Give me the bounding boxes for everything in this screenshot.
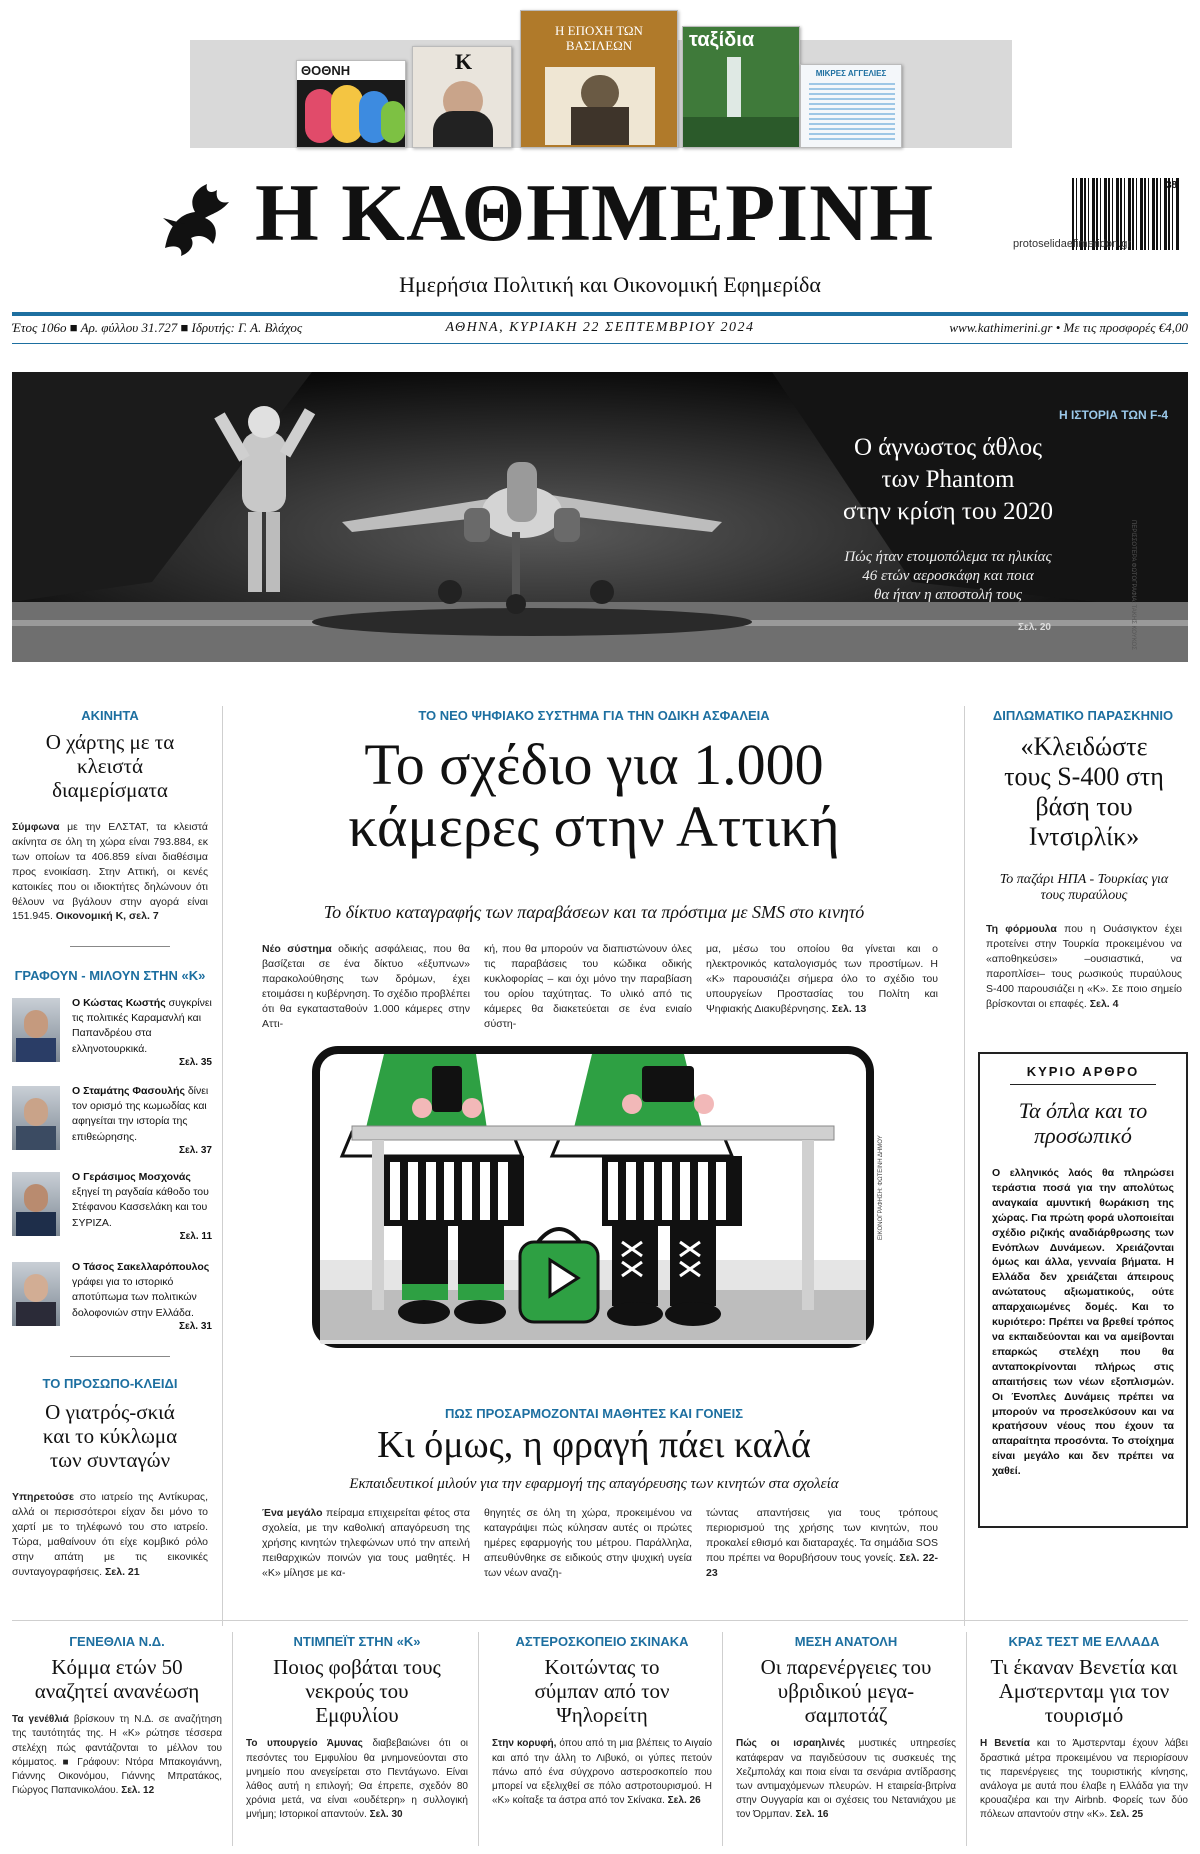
story-body	[12, 1490, 208, 1579]
story-page-ref: Σελ. 16	[795, 1809, 829, 1821]
bottom-story-4[interactable]	[736, 1620, 956, 1850]
story-body	[492, 1737, 712, 1808]
story-body-col-3	[706, 1506, 938, 1581]
contributor-page-ref: Σελ. 31	[179, 1321, 212, 1332]
hero-deck	[758, 548, 1138, 605]
supplement-cover-vasileon[interactable]	[520, 10, 678, 148]
contributor-blurb: συγκρίνει τις πολιτικές Καραμανλή και Παπανδρέου στα ελληνοτουρκικά.	[72, 997, 212, 1055]
story-page-ref[interactable]: Σελ. 13	[831, 1002, 867, 1015]
griffin-logo-icon	[155, 178, 235, 260]
story-kicker: ΝΤΙΜΠΕΪΤ ΣΤΗΝ «Κ»	[293, 1634, 421, 1649]
contributor-name: Ο Γεράσιμος Μοσχονάς	[72, 1171, 191, 1183]
story-text: μα, μέσω του οποίου θα γίνεται και ο ηλεκτρονικός καταλογισμός των προστίμων. Η «Κ» παρουσιάζει σήμερα όλο το σχέδιο του υπουργείων Προστασίας του Πολίτη και Ψηφιακής Διακυβέρνησης.	[706, 943, 938, 1015]
contributor-blurb: γράφει για το ιστορικό αποτύπωμα των πολιτικών δολοφονιών στην Ελλάδα.	[72, 1276, 197, 1319]
bottom-story-1[interactable]	[12, 1620, 222, 1850]
lead-body-col-2: κή, που θα μπορούν να διαπιστώνουν όλες τις παραβάσεις του κώδικα οδικής κυκλοφορίας – και όχι μόνο την παραβίαση του ορίου ταχύτητας. Το υλικό από τις κάμερες θα διακετεύεται σε ένα ενιαίο σύστη-	[484, 943, 692, 1030]
dateline-rule	[12, 343, 1188, 344]
story-lead: Τα γενέθλιά	[12, 1714, 69, 1726]
lead-headline-line: κάμερες στην Αττική	[348, 794, 840, 859]
story-text: οδικής ασφάλειας, που θα βασίζεται σε ένα δίκτυο «έξυπνων» παρακολούθησης των δρόμων, έχει ετοιμάσει η κυβέρνηση. Το σχέδιο προβλέπει ότι θα εγκατασταθούν 1.000 κάμερες στην Αττι-	[262, 943, 471, 1030]
contributor-page-ref: Σελ. 35	[179, 1057, 212, 1068]
story-deck: Το παζάρι ΗΠΑ - Τουρκίας για τους πυραύλους	[999, 872, 1169, 903]
story-body	[12, 820, 208, 924]
supplement-label: K	[455, 49, 473, 74]
story-lead: Τη φόρμουλα	[986, 923, 1057, 935]
story-page-ref[interactable]: Οικονομική Κ, σελ. 7	[55, 910, 159, 923]
contributor-name: Ο Σταμάτης Φασουλής	[72, 1085, 185, 1097]
story-body	[736, 1737, 956, 1822]
story-headline: Ποιος φοβάται τους νεκρούς του Εμφυλίου	[273, 1655, 441, 1728]
story-page-ref[interactable]: Σελ. 4	[1089, 997, 1119, 1010]
story-page-ref: Σελ. 12	[121, 1785, 155, 1797]
story-kicker: ΜΕΣΗ ΑΝΑΤΟΛΗ	[794, 1634, 898, 1649]
column-rule	[966, 1632, 967, 1846]
lead-kicker: ΤΟ ΝΕΟ ΨΗΦΙΑΚΟ ΣΥΣΤΗΜΑ ΓΙΑ ΤΗΝ ΟΔΙΚΗ ΑΣΦΑΛΕΙΑ	[418, 708, 770, 723]
supplement-cover-k[interactable]	[412, 46, 512, 148]
hero-headline	[758, 432, 1138, 528]
contributor-text	[72, 1084, 220, 1145]
story-body-col-1	[262, 1506, 470, 1581]
section-rule	[70, 1356, 170, 1357]
contributor-photo	[12, 998, 60, 1062]
hero-photo-credit: ΠΕΡΙΣΣΟΤΕΡΑ ΦΩΤΟΓΡΑΦΙΑ: ΤΑΚΗΣ ΚΟΥΚΟΣ	[1130, 520, 1136, 650]
story-lead: Στην κορυφή,	[492, 1738, 557, 1750]
editorial-kicker: ΚΥΡΙΟ ΑΡΘΡΟ	[1026, 1064, 1140, 1079]
story-kicker: ΑΣΤΕΡΟΣΚΟΠΕΙΟ ΣΚΙΝΑΚΑ	[515, 1634, 689, 1649]
story-kicker: ΔΙΠΛΩΜΑΤΙΚΟ ΠΑΡΑΣΚΗΝΙΟ	[992, 708, 1174, 723]
column-rule	[478, 1632, 479, 1846]
story-headline[interactable]: Ο γιατρός-σκιά και το κύκλωμα των συνταγών	[42, 1400, 178, 1473]
story-text: βρίσκουν τη Ν.Δ. σε αναζήτηση της ταυτότητάς της. Η «Κ» ρώτησε τέσσερα στελέχη πώς φαντάζονται το μέλλον του κόμματος. ■ Γράφουν: Ντόρα Μπακογιάννη, Γιάννης Οικονόμου, Γιάννης Μπρατάκος, Γιώργος Παπανικολάου.	[12, 1714, 222, 1797]
contributor-text	[72, 996, 220, 1057]
story-text: μυστικές υπηρεσίες κατάφεραν να παγιδεύσουν τις συσκευές της Χεζμπολάχ και ποια είναι τα σενάρια αντίδρασης των αντιμαχόμενων πλευρών. Η εταιρεία-βιτρίνα στην Ουγγαρία και οι σχέσεις του Νετανιάχου με τον Όρμπαν.	[736, 1738, 956, 1821]
hero-deck-line: θα ήταν η αποστολή τους	[874, 587, 1022, 603]
story-kicker: ΠΩΣ ΠΡΟΣΑΡΜΟΖΟΝΤΑΙ ΜΑΘΗΤΕΣ ΚΑΙ ΓΟΝΕΙΣ	[444, 1406, 744, 1421]
supplement-cover-taxidia[interactable]	[682, 26, 800, 148]
bottom-story-3[interactable]	[492, 1620, 712, 1850]
hero-page-ref: Σελ. 20	[1018, 622, 1051, 633]
column-rule	[964, 706, 965, 1626]
hero-headline-line: Ο άγνωστος άθλος	[854, 434, 1042, 461]
lead-headline-line: Το σχέδιο για 1.000	[364, 732, 824, 797]
dateline-right: www.kathimerini.gr • Με τις προσφορές €4,00	[949, 320, 1188, 335]
lead-deck: Το δίκτυο καταγραφής των παραβάσεων και τα πρόστιμα με SMS στο κινητό	[323, 902, 865, 922]
story-lead: Σύμφωνα	[12, 821, 60, 833]
story-kicker: ΓΕΝΕΘΛΙΑ Ν.Δ.	[69, 1634, 165, 1649]
contributor-text	[72, 1170, 220, 1231]
lead-body-col-1	[262, 942, 470, 1031]
contributor-item[interactable]	[12, 1084, 212, 1158]
contributor-blurb: δίνει τον ορισμό της κωμωδίας και αφηγείται την ιστορία της επιθεώρησης.	[72, 1085, 209, 1143]
story-kicker: ΤΟ ΠΡΟΣΩΠΟ-ΚΛΕΙΔΙ	[42, 1376, 178, 1391]
contributor-name: Ο Κώστας Κωστής	[72, 997, 166, 1009]
story-text: τώντας απαντήσεις για τους τρόπους περιορισμού της χρήσης των κινητών, που προκαλεί εθισμό και διαταραχές. Τα σημάδια SOS που πρέπει να θορυβήσουν τους γονείς.	[706, 1507, 938, 1564]
section-kicker: ΓΡΑΦΟΥΝ - ΜΙΛΟΥΝ ΣΤΗΝ «Κ»	[14, 968, 206, 983]
column-rule	[232, 1632, 233, 1846]
students-phones-graphic	[312, 1046, 874, 1348]
story-kicker: ΑΚΙΝΗΤΑ	[81, 708, 139, 723]
illustration-credit: ΕΙΚΟΝΟΓΡΑΦΗΣΗ: ΦΩΤΕΙΝΗ ΔΗΜΟΥ	[878, 1135, 884, 1240]
story-headline[interactable]: Κι όμως, η φραγή πάει καλά	[377, 1424, 811, 1466]
contributor-name: Ο Τάσος Σακελλαρόπουλος	[72, 1261, 210, 1273]
story-body	[980, 1737, 1188, 1822]
hero-headline-line: στην κρίση του 2020	[843, 498, 1053, 525]
supplement-label: ταξίδια	[689, 29, 755, 51]
story-deck: Εκπαιδευτικοί μιλούν για την εφαρμογή της απαγόρευσης των κινητών στα σχολεία	[349, 1476, 839, 1492]
hero-deck-line: Πώς ήταν ετοιμοπόλεμα τα ηλικίας	[844, 549, 1052, 565]
phones-illustration[interactable]	[312, 1046, 874, 1348]
masthead-subtitle: Ημερήσια Πολιτική και Οικονομική Εφημερίδα	[399, 272, 821, 297]
story-page-ref[interactable]: Σελ. 21	[104, 1565, 140, 1578]
story-text: με την ΕΛΣΤΑΤ, τα κλειστά ακίνητα σε όλη τη χώρα είναι 793.884, εκ των οποίων τα 406.859 είναι διαθέσιμα προς ενοικίαση. Στην Αττική, οι κενές κατοικίες που οι ιδιοκτήτες δηλώνουν ότι θέλουν να βγάλουν στην αγορά είναι 151.945.	[12, 821, 208, 923]
story-text: πείραμα επιχειρείται φέτος στα σχολεία, με την καθολική απαγόρευση της χρήσης κινητών τηλεφώνων υπό την απειλή πειθαρχικών ποινών για τους μαθητές. Η «Κ» μίλησε με κα-	[262, 1507, 470, 1579]
story-lead: Πώς οι ισραηλινές	[736, 1738, 845, 1750]
contributor-photo	[12, 1262, 60, 1326]
story-body	[986, 922, 1182, 1011]
hero-deck-line: 46 ετών αεροσκάφη και ποια	[862, 568, 1034, 584]
watermark: protoselidaefimeridon.gr	[1013, 238, 1132, 250]
contributor-item[interactable]	[12, 996, 212, 1070]
story-text: διαβεβαιώνει ότι οι πεσόντες του Εμφυλίου θα μνημονεύονται στο μνημείο που ανεγείρεται στο Πεντάγωνο. Είναι λάθος αυτή η επιλογή; Θα έπρεπε, σχεδόν 80 χρόνια μετά, να είναι «ουδέτερη» η συλλογική μνήμη; Ιστορικοί απαντούν.	[246, 1738, 468, 1821]
masthead-title: Η ΚΑΘΗΜΕΡΙΝΗ	[255, 167, 935, 258]
story-text: και το Άμστερνταμ έχουν λάβει δραστικά μέτρα προκειμένου να περιορίσουν τις παρενέργειες της τουριστικής κίνησης, ανάλογα με αυτά που έλαβε η Ελλάδα για την κρουαζιέρα και την Airbnb. Φορείς των δύο πόλεων απαντούν στην «Κ».	[980, 1738, 1188, 1821]
contributor-item[interactable]	[12, 1260, 212, 1334]
story-text: όπου από τη μια βλέπεις το Αιγαίο και από την άλλη το Λιβυκό, οι γύπες πετούν πάνω από ένα σύγχρονο αστεροσκοπείο που μπορεί να εξελιχθεί σε πόλο αστροτουρισμού. Η «Κ» κοίταξε τα άστρα από τον Σκίνακα.	[492, 1738, 713, 1807]
supplement-label: ΜΙΚΡΕΣ ΑΓΓΕΛΙΕΣ	[815, 69, 887, 78]
contributor-blurb: εξηγεί τη ραγδαία κάθοδο του Στέφανου Κασσελάκη και του ΣΥΡΙΖΑ.	[72, 1186, 209, 1229]
column-rule	[722, 1632, 723, 1846]
hero-headline-line: των Phantom	[881, 466, 1015, 493]
story-text: στο ιατρείο της Αντίκυρας, αλλά οι περισσότεροι είχαν δει μόνο το χαρτί με το τηλέφωνό του στο ιατρείο. Τώρα, μαθαίνουν ότι είχε κομβικό ρόλο στην απάτη με τις εικονικές συνταγογραφήσεις.	[12, 1491, 208, 1578]
story-headline[interactable]: Ο χάρτης με τα κλειστά διαμερίσματα	[45, 730, 175, 803]
contributor-item[interactable]	[12, 1170, 212, 1244]
column-rule	[222, 706, 223, 1626]
story-headline: Τι έκαναν Βενετία και Αμστερνταμ για τον τουρισμό	[990, 1655, 1178, 1728]
editorial-rule	[1010, 1084, 1156, 1085]
bottom-story-5[interactable]	[980, 1620, 1188, 1850]
dateline-left: Έτος 106ο ■ Αρ. φύλλου 31.727 ■ Ιδρυτής: Γ. Α. Βλάχος	[12, 320, 303, 335]
section-rule	[70, 946, 170, 947]
story-lead: Νέο σύστημα	[262, 943, 332, 955]
contributor-page-ref: Σελ. 11	[179, 1231, 212, 1242]
story-page-ref[interactable]: Σελ. 22-23	[706, 1551, 938, 1579]
story-body	[246, 1737, 468, 1822]
supplement-label: Η ΕΠΟΧΗ ΤΩΝ ΒΑΣΙΛΕΩΝ	[555, 23, 643, 53]
editorial-body: Ο ελληνικός λαός θα πληρώσει τεράστια ποσά για την απολύτως αναγκαία αμυντική θωράκιση της χώρας. Για πρώτη φορά υλοποιείται σχέδιο ριζικής αναδιάρθρωσης των Ενόπλων Δυνάμεων. Χρειάζονται όμως και άλλα, γενναία βήματα. Η Ελλάδα δεν χρειάζεται άπειρους ανώτατους αξιωματικούς, ούτε απαρχαιωμένες δομές. Και το κυριότερο: Πρέπει να βρεθεί τρόπος να εκπαιδεύονται και να αμείβονται επαρκώς στελέχη που θα ανταποκρίνονται πλήρως στις απαιτήσεις των νέων εξοπλισμών. Οι Ένοπλες Δυνάμεις πρέπει να μπορούν να προσελκύσουν και να κρατήσουν νέους που έχουν τα απαραίτητα προσόντα. Το στοίχημα είναι μεγάλο και δεν πρέπει να χαθεί.	[992, 1167, 1174, 1478]
dateline-rule	[12, 312, 1188, 316]
story-text: που η Ουάσιγκτον έχει προτείνει στην Τουρκία προκειμένου να «αποθηκεύσει» –ουσιαστικά, να παροπλίσει– τους ρωσικούς πυραύλους S-400 παρουσιάζει η «Κ». Σε ποιο σημείο βρίσκονται οι επαφές.	[986, 923, 1182, 1010]
story-lead: Υπηρετούσε	[12, 1491, 75, 1503]
story-lead: Η Βενετία	[980, 1738, 1030, 1750]
story-lead: Το υπουργείο Άμυνας	[246, 1738, 363, 1750]
supplement-cover-aggelies[interactable]	[800, 64, 902, 148]
contributor-text	[72, 1260, 220, 1321]
contributor-photo	[12, 1086, 60, 1150]
story-page-ref: Σελ. 30	[369, 1809, 403, 1821]
story-headline: Κοιτώντας το σύμπαν από τον Ψηλορείτη	[534, 1655, 670, 1728]
dateline-center: ΑΘΗΝΑ, ΚΥΡΙΑΚΗ 22 ΣΕΠΤΕΜΒΡΙΟΥ 2024	[445, 320, 755, 335]
story-lead: Ένα μεγάλο	[262, 1507, 323, 1519]
story-headline[interactable]: «Κλειδώστε τους S-400 στη βάση του Ιντσιρλίκ»	[1004, 732, 1164, 851]
supplement-cover-othoni[interactable]	[296, 60, 406, 148]
contributor-photo	[12, 1172, 60, 1236]
hero-photo[interactable]	[12, 372, 1188, 662]
lead-headline[interactable]	[236, 734, 952, 858]
story-headline: Κόμμα ετών 50 αναζητεί ανανέωση	[34, 1655, 200, 1704]
story-headline: Οι παρενέργειες του υβριδικού μεγα-σαμποτάζ	[760, 1655, 932, 1728]
supplement-label: ΘΟΘΝΗ	[297, 61, 405, 80]
bottom-story-2[interactable]	[246, 1620, 468, 1850]
editorial-headline[interactable]: Τα όπλα και το προσωπικό	[1018, 1098, 1148, 1149]
story-page-ref: Σελ. 26	[667, 1795, 701, 1807]
story-page-ref: Σελ. 25	[1110, 1809, 1144, 1821]
hero-kicker: Η ΙΣΤΟΡΙΑ ΤΩΝ F-4	[1058, 408, 1168, 422]
story-kicker: ΚΡΑΣ ΤΕΣΤ ΜΕ ΕΛΛΑΔΑ	[1008, 1634, 1160, 1649]
lead-body-col-3	[706, 942, 938, 1017]
barcode-number: 38	[1166, 180, 1178, 191]
contributor-page-ref: Σελ. 37	[179, 1145, 212, 1156]
story-body	[12, 1713, 222, 1798]
story-body-col-2: θηγητές σε όλη τη χώρα, προκειμένου να καταγράψει πώς κύλησαν αυτές οι πρώτες ημέρες εφαρμογής του μέτρου. Παράλληλα, απευθύνθηκε σε ειδικούς στην ψυχική υγεία των νέων αναζη-	[484, 1507, 692, 1579]
